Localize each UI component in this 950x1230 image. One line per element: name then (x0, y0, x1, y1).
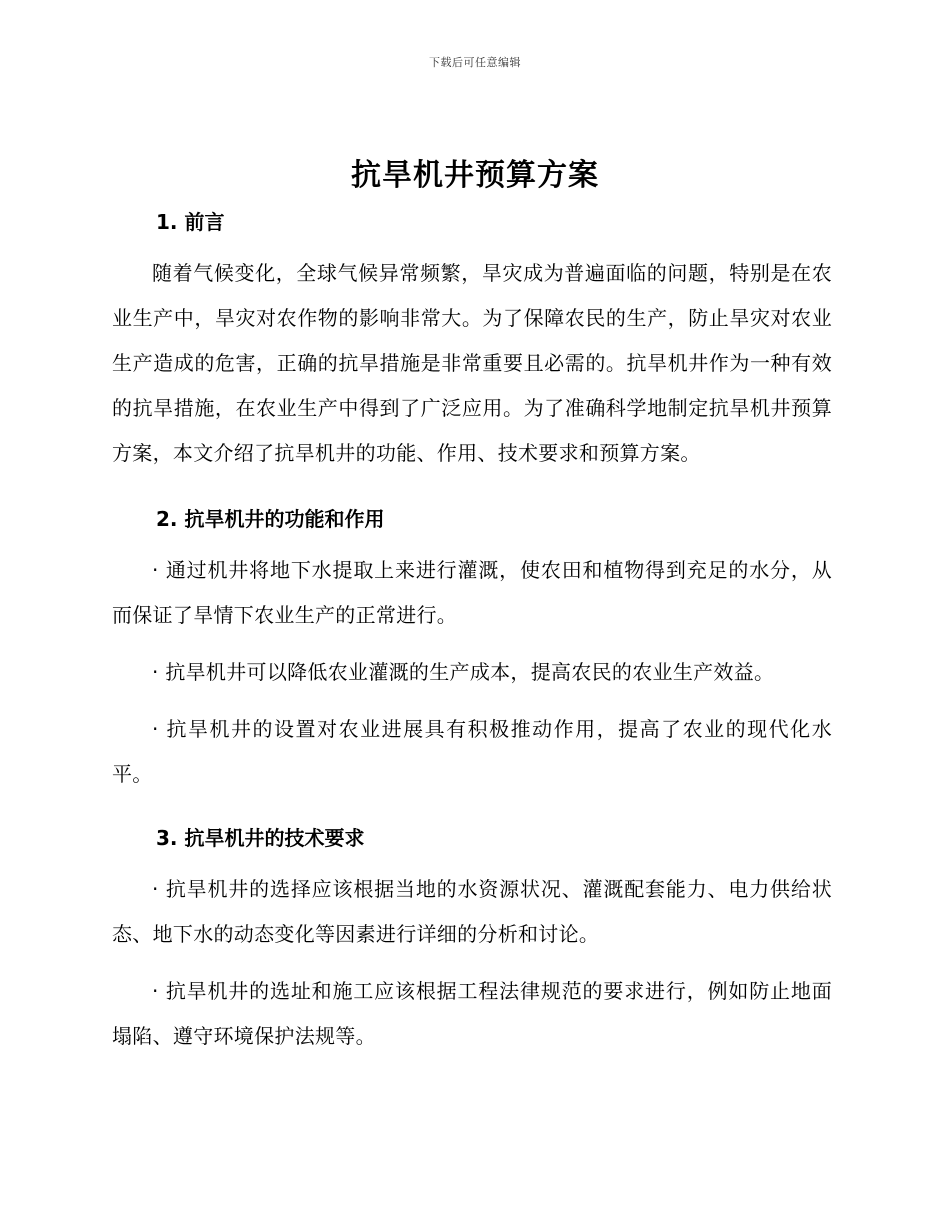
document-body (112, 205, 832, 1059)
bullet-paragraph: · 抗旱机井的设置对农业进展具有积极推动作用，提高了农业的现代化水平。 (112, 717, 832, 786)
bullet-paragraph: · 抗旱机井的选择应该根据当地的水资源状况、灌溉配套能力、电力供给状态、地下水的动态变化等因素进行详细的分析和讨论。 (112, 877, 832, 946)
section-heading: 3. 抗旱机井的技术要求 (156, 826, 365, 850)
section-preface (112, 205, 832, 476)
section-heading: 2. 抗旱机井的功能和作用 (156, 507, 385, 531)
bullet-paragraph: · 通过机井将地下水提取上来进行灌溉，使农田和植物得到充足的水分，从而保证了旱情下农业生产的正常进行。 (112, 558, 832, 627)
section-technical-requirements (112, 821, 832, 1059)
section-heading: 1. 前言 (156, 210, 225, 234)
paragraph: 随着气候变化，全球气候异常频繁，旱灾成为普遍面临的问题，特别是在农业生产中，旱灾对农作物的影响非常大。为了保障农民的生产，防止旱灾对农业生产造成的危害，正确的抗旱措施是非常重要且必需的。抗旱机井作为一种有效的抗旱措施，在农业生产中得到了广泛应用。为了准确科学地制定抗旱机井预算方案，本文介绍了抗旱机井的功能、作用、技术要求和预算方案。 (112, 261, 832, 465)
bullet-paragraph: · 抗旱机井可以降低农业灌溉的生产成本，提高农民的农业生产效益。 (152, 660, 775, 684)
section-functions (112, 502, 832, 797)
header-note: 下载后可任意编辑 (429, 56, 521, 69)
document-title: 抗旱机井预算方案 (351, 158, 599, 193)
bullet-paragraph: · 抗旱机井的选址和施工应该根据工程法律规范的要求进行，例如防止地面塌陷、遵守环境保护法规等。 (112, 979, 832, 1048)
